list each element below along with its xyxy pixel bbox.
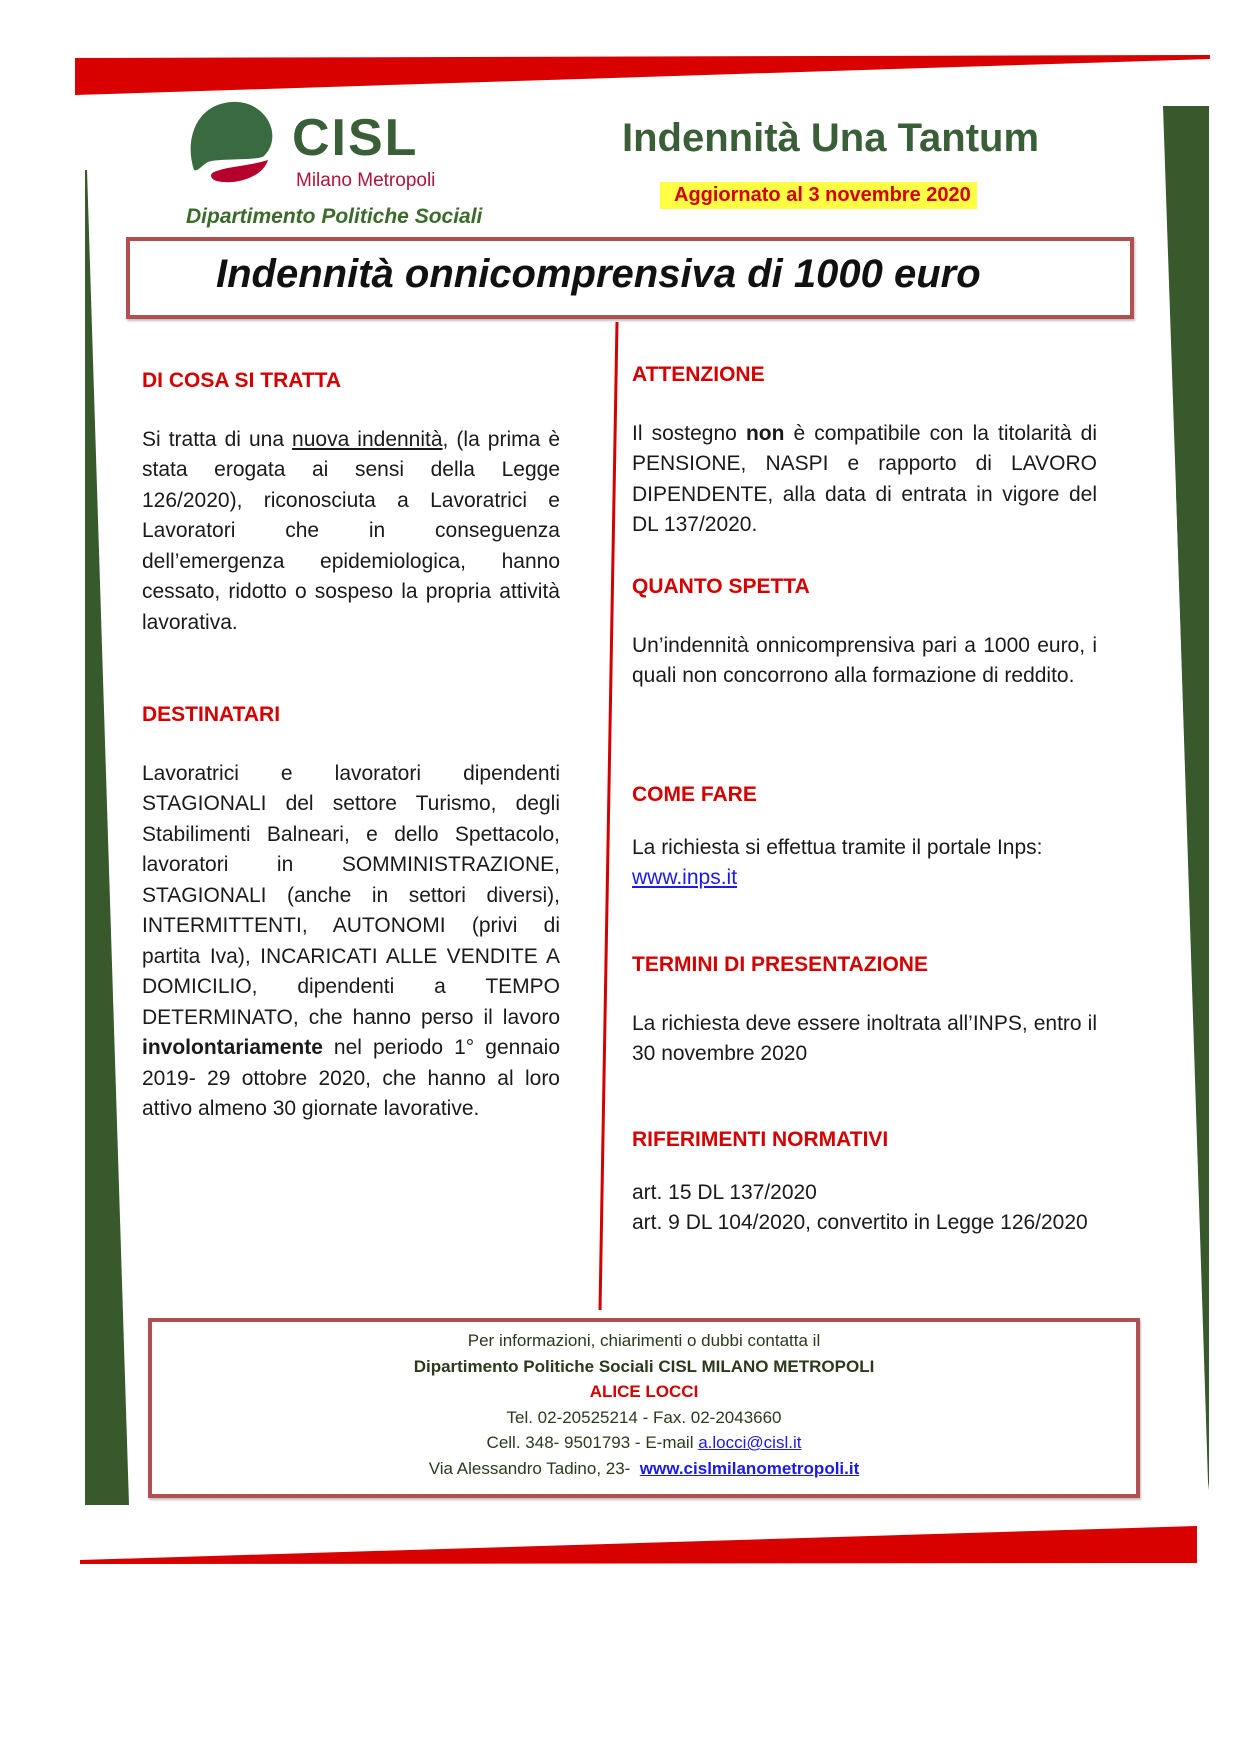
section-body: La richiesta si effettua tramite il portale Inps: xyxy=(632,835,1043,859)
body-text: Si tratta di una xyxy=(142,427,293,451)
reference-line: art. 15 DL 137/2020 xyxy=(632,1180,817,1204)
bold-text: non xyxy=(745,421,785,445)
contact-organization: Dipartimento Politiche Sociali CISL MILANO METROPOLI xyxy=(413,1356,875,1376)
contact-intro: Per informazioni, chiarimenti o dubbi contatta il xyxy=(467,1331,821,1350)
inps-link[interactable]: www.inps.it xyxy=(632,866,738,889)
section-body: Un’indennità onnicomprensiva pari a 1000 euro, i quali non concorrono alla formazione di reddito. xyxy=(632,633,1097,687)
reference-line: art. 9 DL 104/2020, convertito in Legge 126/2020 xyxy=(632,1211,1088,1234)
section-body xyxy=(142,759,560,1125)
left-green-stripe xyxy=(85,170,129,1505)
contact-phone: Tel. 02-20525214 - Fax. 02-2043660 xyxy=(506,1407,782,1427)
cisl-logo-icon xyxy=(188,100,276,186)
section-body xyxy=(142,425,560,639)
section-heading: ATTENZIONE xyxy=(632,363,765,386)
section-riferimenti-normativi xyxy=(632,1125,1097,1239)
bottom-red-stripe xyxy=(80,1526,1197,1564)
section-heading: QUANTO SPETTA xyxy=(632,575,810,598)
underlined-text: nuova indennità xyxy=(292,427,443,451)
logo-subtitle: Milano Metropoli xyxy=(296,170,436,191)
section-termini-di-presentazione xyxy=(632,950,1097,1070)
section-attenzione xyxy=(632,360,1097,541)
updated-date-badge: Aggiornato al 3 novembre 2020 xyxy=(660,182,977,209)
cell-text: Cell. 348- 9501793 - E-mail xyxy=(486,1433,699,1452)
contact-cell-email xyxy=(148,1430,1140,1456)
section-heading: RIFERIMENTI NORMATIVI xyxy=(632,1128,889,1151)
column-divider xyxy=(600,322,617,1310)
body-text: è compatibile con la titolarità di PENSIONE, NASPI e rapporto di LAVORO DIPENDENTE, alla data di entrata in vigore del DL 137/2020. xyxy=(632,421,1097,536)
body-text: nel periodo 1° gennaio 2019- 29 ottobre 2020, che hanno al loro attivo almeno 30 giornate lavorative. xyxy=(142,1036,560,1120)
section-destinatari xyxy=(142,700,560,1125)
logo-text: CISL xyxy=(292,109,419,167)
top-red-stripe xyxy=(75,55,1210,95)
header-title: Indennità Una Tantum xyxy=(622,116,1040,160)
section-heading: COME FARE xyxy=(632,783,757,806)
contact-info xyxy=(148,1328,1140,1481)
section-come-fare xyxy=(632,780,1097,894)
main-title: Indennità onnicomprensiva di 1000 euro xyxy=(216,252,981,296)
section-di-cosa-si-tratta xyxy=(142,366,560,638)
email-link[interactable]: a.locci@cisl.it xyxy=(698,1433,802,1452)
section-quanto-spetta xyxy=(632,572,1097,692)
contact-address xyxy=(148,1456,1140,1482)
contact-name: ALICE LOCCI xyxy=(589,1382,699,1401)
address-text: Via Alessandro Tadino, 23- xyxy=(428,1458,640,1478)
bold-text: involontariamente xyxy=(142,1036,323,1059)
website-link[interactable]: www.cislmilanometropoli.it xyxy=(639,1458,860,1478)
body-text: Il sostegno xyxy=(632,421,746,445)
body-text: Lavoratrici e lavoratori dipendenti STAGIONALI del settore Turismo, degli Stabilimenti Balneari, e dello Spettacolo, lavoratori in SOMMINISTRAZIONE, STAGIONALI (anche in settori diversi), INTERMITTENTI, AUTONOMI (privi di partita Iva), INCARICATI ALLE VENDITE A DOMICILIO, dipendenti a TEMPO DETERMINATO, che hanno perso il lavoro xyxy=(142,761,560,1029)
section-body xyxy=(632,419,1097,541)
section-body: La richiesta deve essere inoltrata all’INPS, entro il 30 novembre 2020 xyxy=(632,1011,1097,1065)
section-heading: DI COSA SI TRATTA xyxy=(142,369,342,392)
section-heading: TERMINI DI PRESENTAZIONE xyxy=(632,953,928,976)
department-name: Dipartimento Politiche Sociali xyxy=(186,205,483,228)
section-heading: DESTINATARI xyxy=(142,703,281,726)
body-text: , (la prima è stata erogata ai sensi della Legge 126/2020), riconosciuta a Lavoratrici e Lavoratori che in conseguenza dell’emergenza epidemiologica, hanno cessato, ridotto o sospeso la propria attività lavorativa. xyxy=(142,427,561,634)
